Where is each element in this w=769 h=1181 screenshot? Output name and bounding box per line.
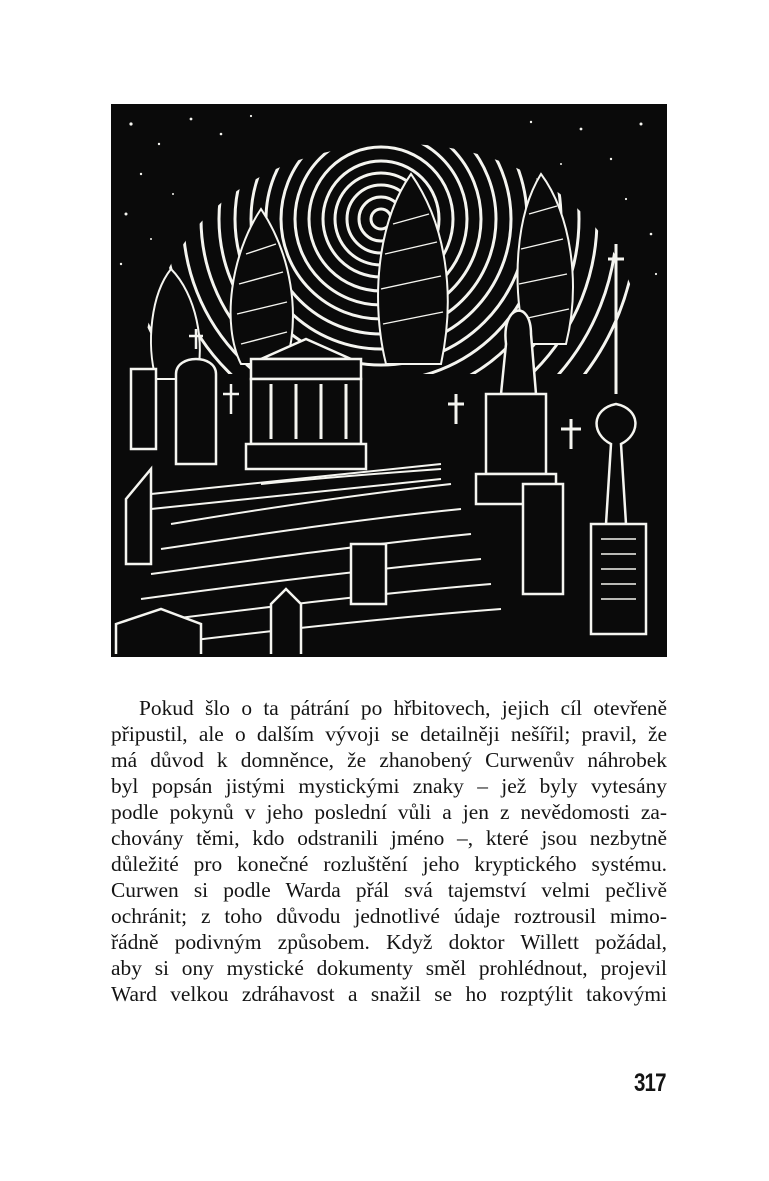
cemetery-illustration bbox=[111, 104, 667, 657]
text-line: aby si ony mystické dokumenty směl prohlédnout, projevil bbox=[111, 956, 667, 980]
text-line: Ward velkou zdráhavost a snažil se ho rozptýlit takovými bbox=[111, 982, 667, 1006]
text-line: připustil, ale o dalším vývoji se detailněji nešířil; pravil, že bbox=[111, 722, 667, 746]
text-line: byl popsán jistými mystickými znaky – jež byly vytesány bbox=[111, 774, 667, 798]
text-line: důležité pro konečné rozluštění jeho kryptického systému. bbox=[111, 852, 667, 876]
text-line: Pokud šlo o ta pátrání po hřbitovech, jejich cíl otevřeně bbox=[139, 696, 667, 720]
text-line: má důvod k domněnce, že zhanobený Curwenův náhrobek bbox=[111, 748, 667, 772]
body-paragraph bbox=[111, 695, 667, 1007]
text-line: chovány těmi, kdo odstranili jméno –, které jsou nezbytně bbox=[111, 826, 667, 850]
cemetery-woodcut-icon bbox=[111, 104, 667, 657]
text-line: ochránit; z toho důvodu jednotlivé údaje roztrousil mimo- bbox=[111, 904, 667, 928]
text-line: Curwen si podle Warda přál svá tajemství velmi pečlivě bbox=[111, 878, 667, 902]
text-line: podle pokynů v jeho poslední vůli a jen z nevědomosti za- bbox=[111, 800, 667, 824]
text-line: řádně podivným způsobem. Když doktor Willett požádal, bbox=[111, 930, 667, 954]
page-number: 317 bbox=[634, 1069, 666, 1097]
